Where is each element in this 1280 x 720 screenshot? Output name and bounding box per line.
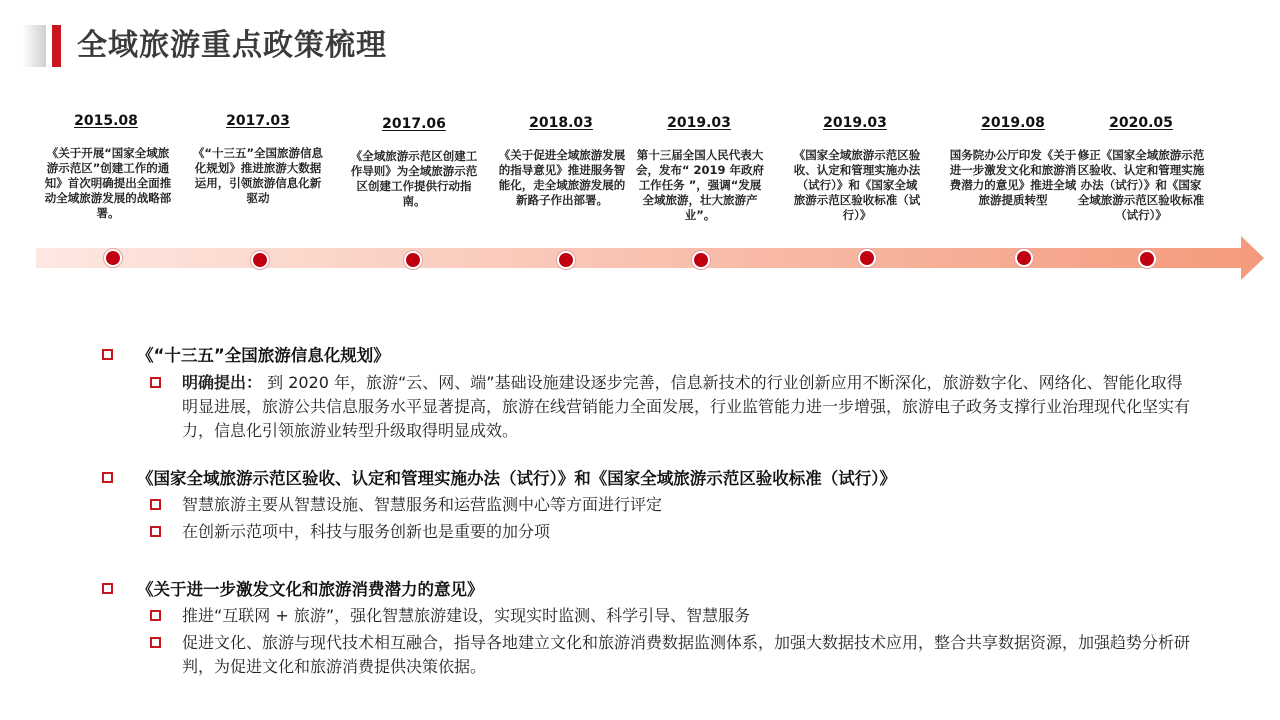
square-bullet-icon xyxy=(102,472,113,483)
section-heading xyxy=(102,578,1192,602)
section-heading-text: 《关于进一步激发文化和旅游消费潜力的意见》 xyxy=(137,580,484,599)
timeline-date: 2019.03 xyxy=(823,115,887,131)
policy-section-2 xyxy=(102,467,1192,544)
timeline-dot xyxy=(404,251,422,269)
timeline-date: 2015.08 xyxy=(74,113,138,129)
timeline-description: 《国家全域旅游示范区验收、认定和管理实施办法（试行）》和《国家全域旅游示范区验收标准（试行）》 xyxy=(793,148,921,222)
timeline-dot xyxy=(251,251,269,269)
timeline-description: 修正《国家全域旅游示范区验收、认定和管理实施办法（试行）》和《国家全域旅游示范区验收标准（试行）》 xyxy=(1077,148,1205,222)
item-text: 智慧旅游主要从智慧设施、智慧服务和运营监测中心等方面进行评定 xyxy=(182,495,663,514)
item-text: 推进“互联网 + 旅游”，强化智慧旅游建设，实现实时监测、科学引导、智慧服务 xyxy=(182,606,751,625)
square-bullet-icon xyxy=(150,377,161,388)
section-item xyxy=(102,631,1192,679)
section-heading xyxy=(102,344,1192,368)
square-bullet-icon xyxy=(150,499,161,510)
item-text: 在创新示范项中，科技与服务创新也是重要的加分项 xyxy=(182,522,551,541)
timeline-date: 2019.08 xyxy=(981,115,1045,131)
timeline-dot xyxy=(692,251,710,269)
timeline-dot xyxy=(557,251,575,269)
section-heading xyxy=(102,467,1192,491)
page-title: 全域旅游重点政策梳理 xyxy=(77,28,387,63)
timeline-date: 2017.06 xyxy=(382,116,446,132)
timeline-description: 国务院办公厅印发《关于进一步激发文化和旅游消费潜力的意见》推进全域旅游提质转型 xyxy=(949,148,1077,207)
timeline-date: 2017.03 xyxy=(226,113,290,129)
timeline-description: 《关于促进全域旅游发展的指导意见》推进服务智能化，走全域旅游发展的新路子作出部署。 xyxy=(498,148,626,207)
timeline-dot xyxy=(1138,250,1156,268)
title-accent-bar xyxy=(52,25,61,67)
timeline-dot xyxy=(858,249,876,267)
square-bullet-icon xyxy=(150,610,161,621)
square-bullet-icon xyxy=(150,526,161,537)
title-decoration xyxy=(22,25,46,67)
timeline-description: 《全域旅游示范区创建工作导则》为全域旅游示范区创建工作提供行动指南。 xyxy=(350,149,478,208)
item-text: 促进文化、旅游与现代技术相互融合，指导各地建立文化和旅游消费数据监测体系，加强大数据技术应用，整合共享数据资源，加强趋势分析研判，为促进文化和旅游消费提供决策依据。 xyxy=(182,633,1191,676)
item-label: 明确提出： xyxy=(182,373,263,392)
item-text: 到 2020 年，旅游“云、网、端”基础设施建设逐步完善，信息新技术的行业创新应用不断深化，旅游数字化、网络化、智能化取得明显进展，旅游公共信息服务水平显著提高，旅游在线营销能力全面发展，行业监管能力进一步增强，旅游电子政务支撑行业治理现代化坚实有力，信息化引领旅游业转型升级取得明显成效。 xyxy=(182,373,1191,440)
square-bullet-icon xyxy=(150,637,161,648)
section-item xyxy=(102,604,1192,628)
timeline-date: 2019.03 xyxy=(667,115,731,131)
section-item xyxy=(102,493,1192,517)
timeline-date: 2020.05 xyxy=(1109,115,1173,131)
section-item xyxy=(102,371,1192,443)
policy-section-1 xyxy=(102,344,1192,443)
timeline-arrow xyxy=(36,236,1264,280)
policy-section-3 xyxy=(102,578,1192,679)
timeline-dot xyxy=(1015,249,1033,267)
timeline-dot xyxy=(104,249,122,267)
section-item xyxy=(102,520,1192,544)
section-heading-text: 《国家全域旅游示范区验收、认定和管理实施办法（试行）》和《国家全域旅游示范区验收标准（试行）》 xyxy=(137,469,896,488)
timeline-description: 《关于开展“国家全域旅游示范区”创建工作的通知》首次明确提出全面推动全域旅游发展的战略部署。 xyxy=(44,146,172,220)
timeline-date: 2018.03 xyxy=(529,115,593,131)
section-heading-text: 《“十三五”全国旅游信息化规划》 xyxy=(137,346,390,365)
square-bullet-icon xyxy=(102,349,113,360)
square-bullet-icon xyxy=(102,583,113,594)
timeline-description: 第十三届全国人民代表大会，发布“ 2019 年政府工作任务 ”，强调“发展全域旅游，壮大旅游产业”。 xyxy=(635,148,765,222)
timeline-description: 《“十三五”全国旅游信息化规划》推进旅游大数据运用，引领旅游信息化新驱动 xyxy=(192,146,324,205)
